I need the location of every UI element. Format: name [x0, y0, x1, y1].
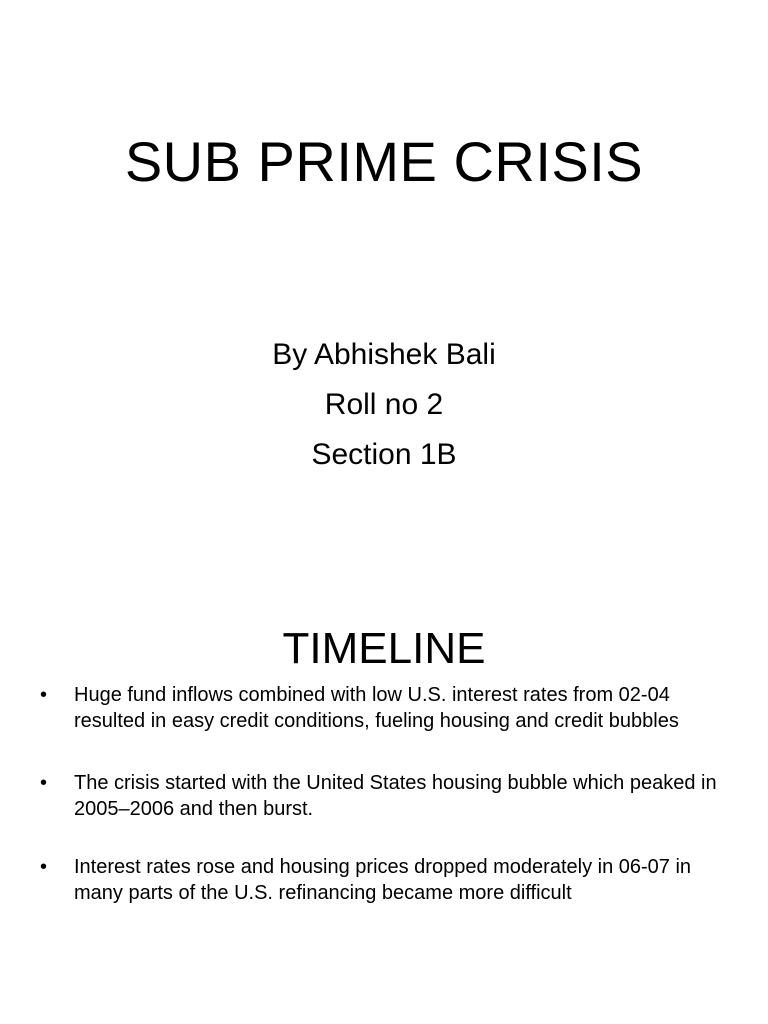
section-line: Section 1B — [311, 438, 457, 471]
roll-number-line: Roll no 2 — [324, 388, 444, 421]
bullet-icon: • — [40, 772, 48, 794]
bullet-icon: • — [40, 856, 48, 878]
slide-subtitle — [0, 330, 768, 480]
list-item — [0, 770, 768, 822]
bullet-list — [0, 682, 768, 942]
list-item — [0, 682, 768, 734]
author-line: By Abhishek Bali — [272, 338, 496, 371]
bullet-text: Huge fund inflows combined with low U.S. interest rates from 02-04 resulted in easy credit conditions, fueling housing and credit bubbles — [74, 684, 679, 732]
slide-title: TIMELINE — [282, 624, 486, 673]
timeline-slide — [0, 580, 768, 1024]
bullet-text: Interest rates rose and housing prices dropped moderately in 06-07 in many parts of the U.S. refinancing became more difficult — [74, 856, 692, 904]
list-item — [0, 854, 768, 906]
bullet-icon: • — [40, 684, 48, 706]
bullet-text: The crisis started with the United States housing bubble which peaked in 2005–2006 and then burst. — [74, 772, 717, 820]
slide-title: SUB PRIME CRISIS — [124, 130, 644, 193]
